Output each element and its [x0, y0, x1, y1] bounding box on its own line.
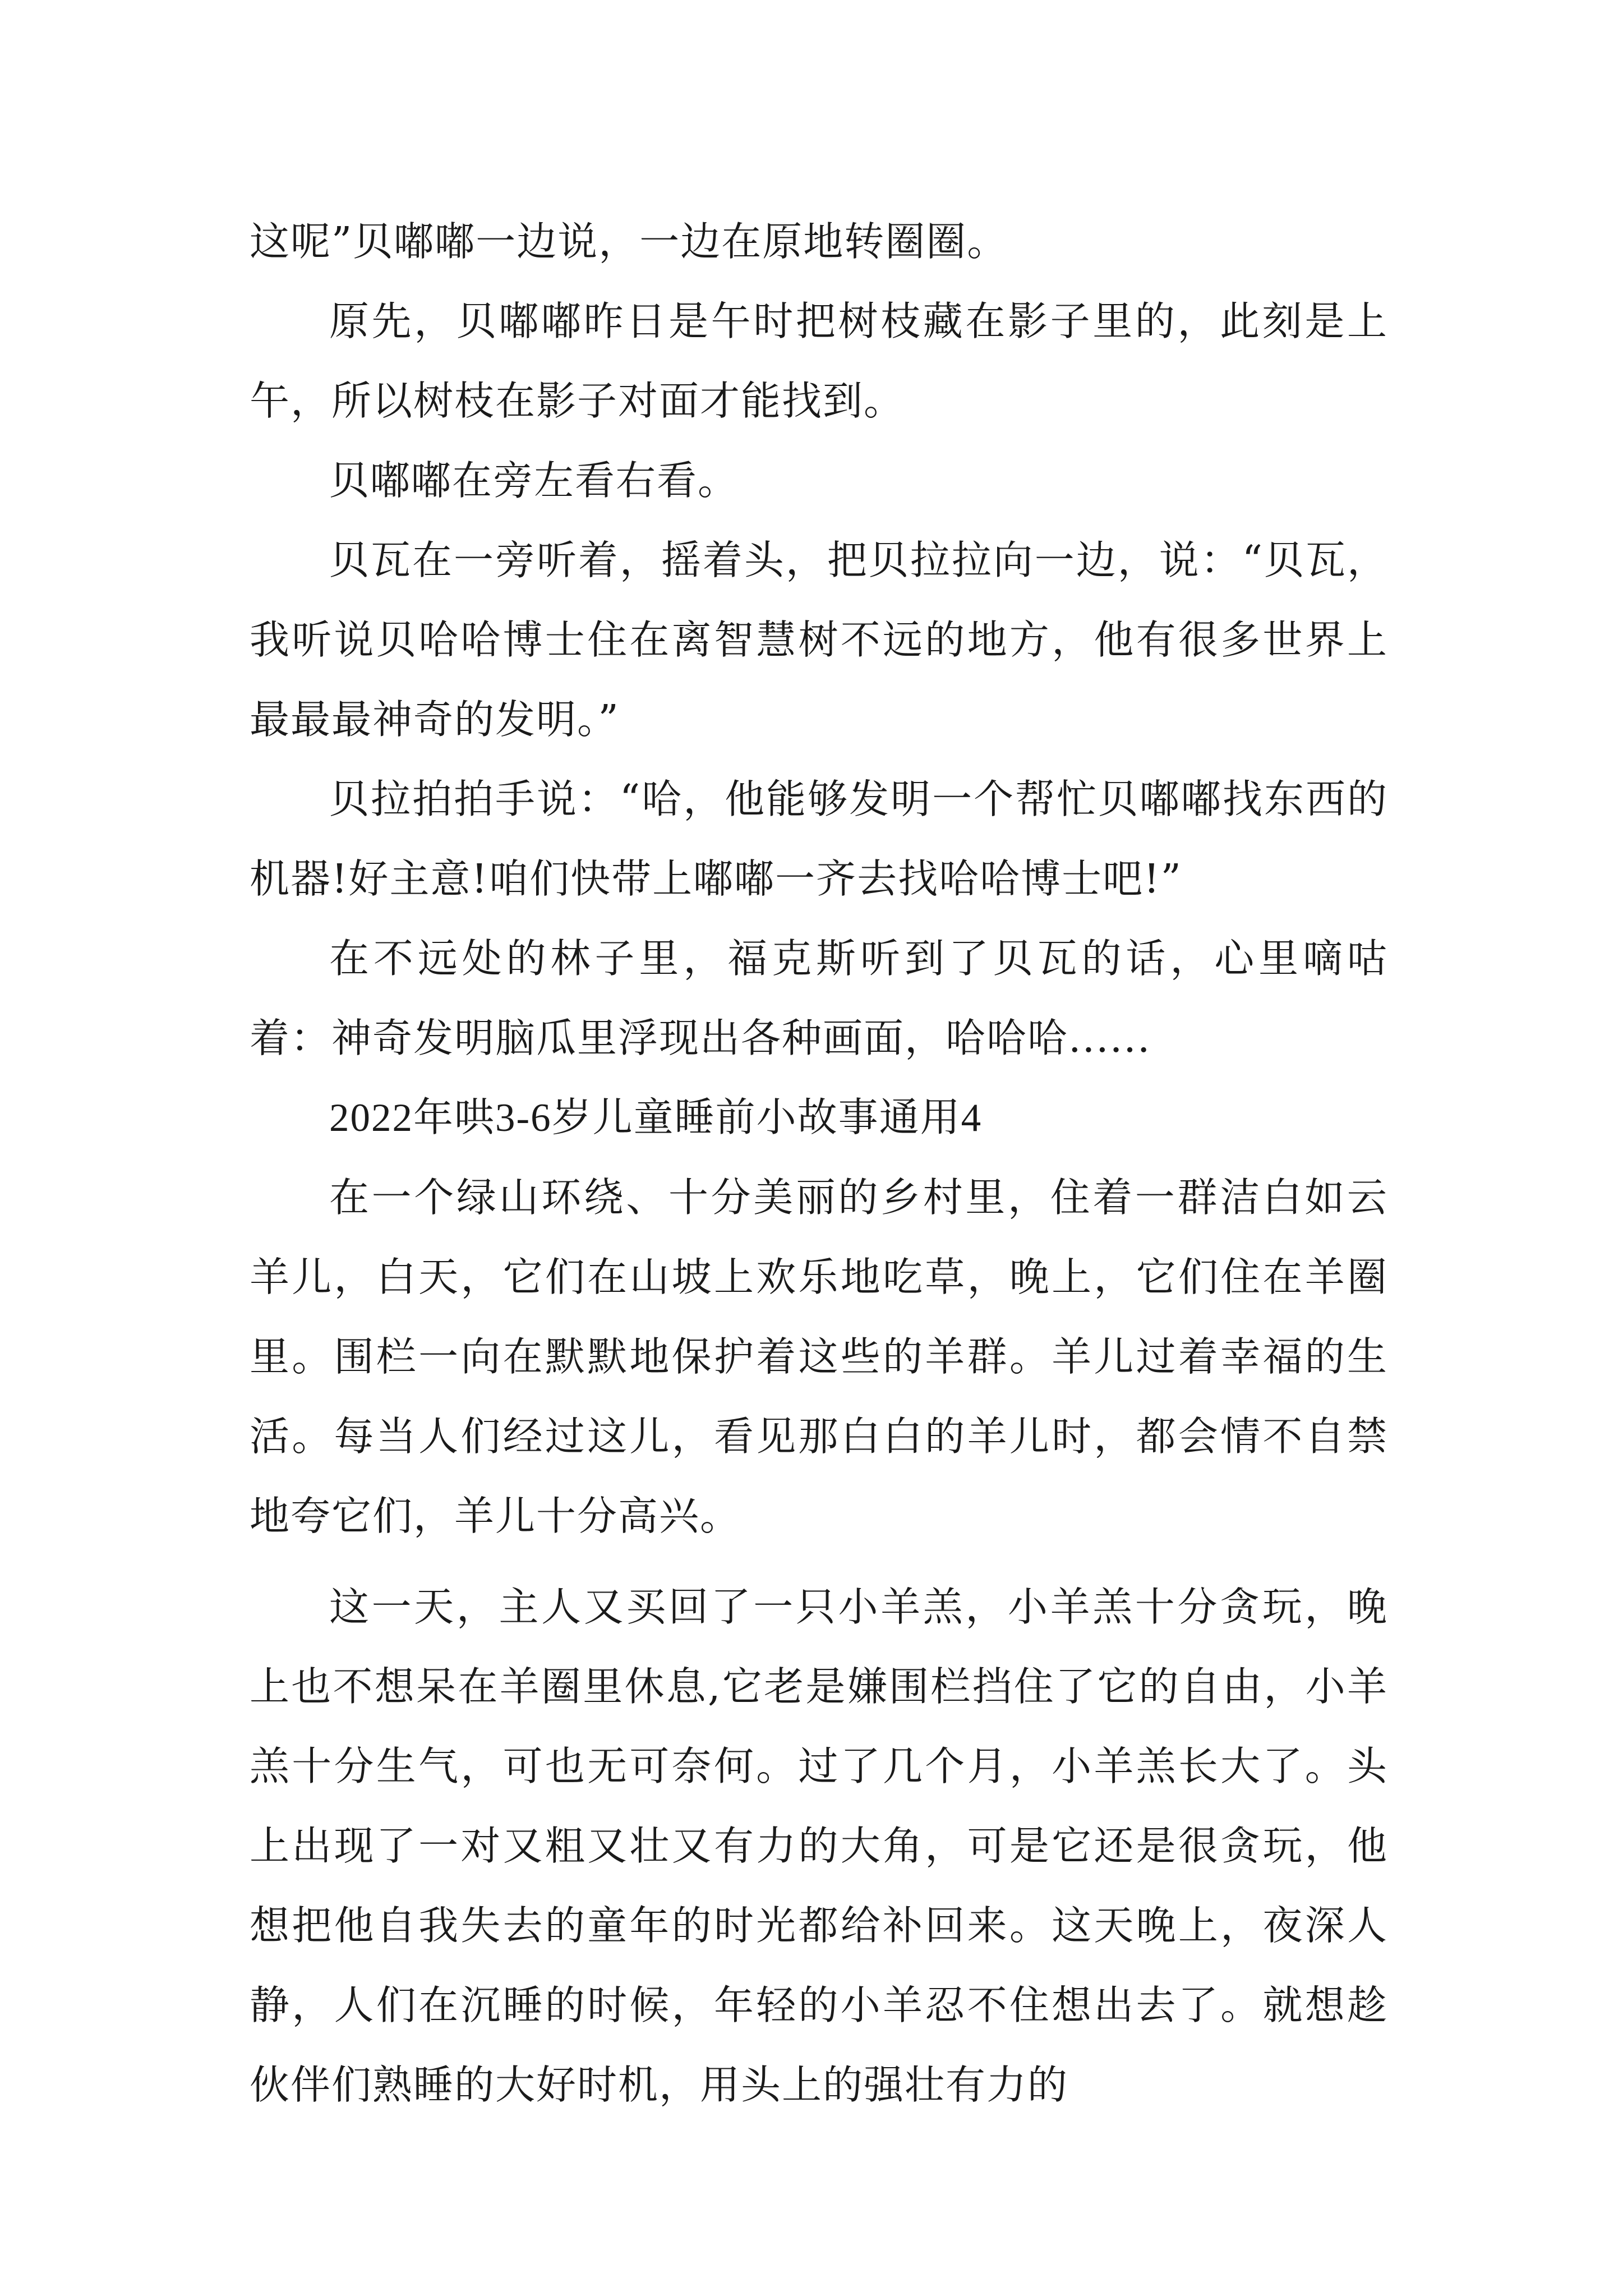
- document-body: [250, 202, 1388, 2125]
- paragraph-continuation: 这呢”贝嘟嘟一边说，一边在原地转圈圈。: [250, 218, 1008, 265]
- paragraph: 贝瓦在一旁听着，摇着头，把贝拉拉向一边，说：“贝瓦，我听说贝哈哈博士住在离智慧树不远的地方，他有很多世界上最最最神奇的发明。”: [250, 537, 1388, 743]
- paragraph: 贝嘟嘟在旁左看右看。: [329, 457, 739, 504]
- paragraph: 在一个绿山环绕、十分美丽的乡村里，住着一群洁白如云羊儿，白天，它们在山坡上欢乐地吃草，晚上，它们住在羊圈里。围栏一向在默默地保护着这些的羊群。羊儿过着幸福的生活。每当人们经过这儿，看见那白白的羊儿时，都会情不自禁地夸它们，羊儿十分高兴。: [250, 1174, 1388, 1539]
- section-heading: 2022年哄3-6岁儿童睡前小故事通用4: [329, 1096, 983, 1140]
- paragraph-spacer: [250, 1556, 1388, 1567]
- paragraph: 在不远处的林子里，福克斯听到了贝瓦的话，心里嘀咕着：神奇发明脑瓜里浮现出各种画面，哈哈哈......: [250, 935, 1388, 1061]
- paragraph: 这一天，主人又买回了一只小羊羔，小羊羔十分贪玩，晚上也不想呆在羊圈里休息,它老是嫌围栏挡住了它的自由，小羊羔十分生气，可也无可奈何。过了几个月，小羊羔长大了。头上出现了一对又粗又壮又有力的大角，可是它还是很贪玩，他想把他自我失去的童年的时光都给补回来。这天晚上，夜深人静，人们在沉睡的时候，年轻的小羊忍不住想出去了。就想趁伙伴们熟睡的大好时机，用头上的强壮有力的: [250, 1584, 1388, 2108]
- paragraph: 贝拉拍拍手说：“哈，他能够发明一个帮忙贝嘟嘟找东西的机器!好主意!咱们快带上嘟嘟一齐去找哈哈博士吧!”: [250, 776, 1388, 902]
- paragraph: 原先，贝嘟嘟昨日是午时把树枝藏在影子里的，此刻是上午，所以树枝在影子对面才能找到。: [250, 298, 1388, 424]
